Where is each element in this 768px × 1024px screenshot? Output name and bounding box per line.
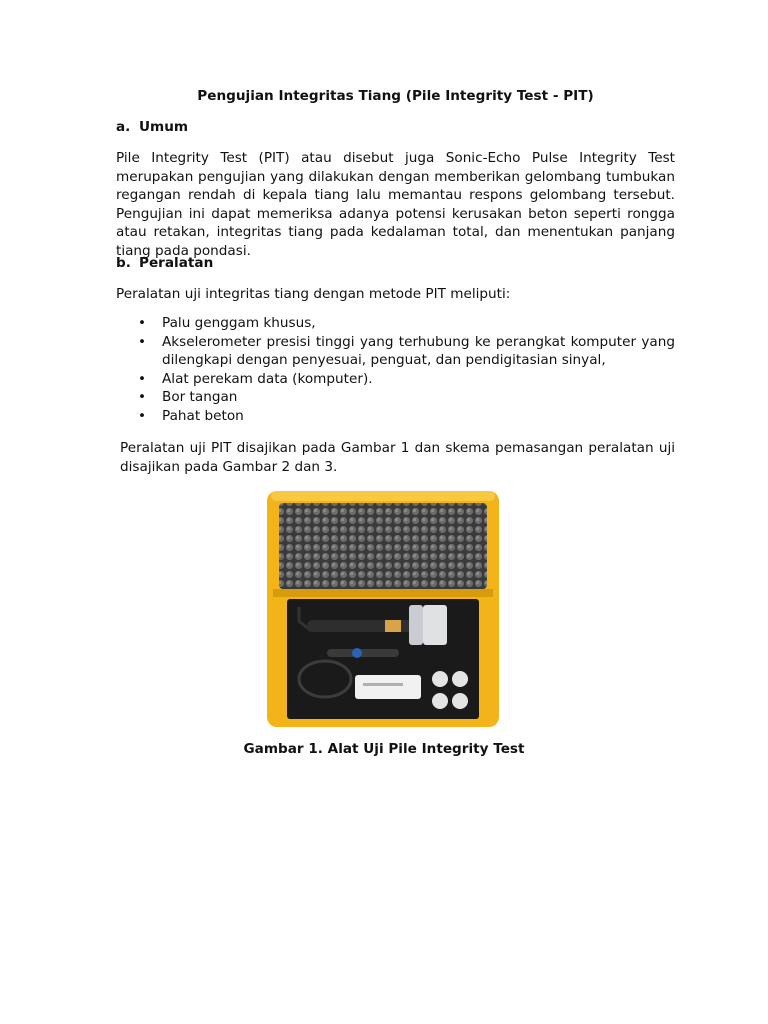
pit-equipment-photo (267, 489, 499, 729)
section-a-heading (116, 118, 188, 137)
section-b-title: Peralatan (139, 255, 214, 271)
case-lid-rim (271, 491, 495, 501)
accelerometer-body (327, 649, 399, 657)
document-page (116, 0, 675, 1024)
hammer-head-right (423, 605, 447, 645)
list-item: • Pahat beton (116, 407, 675, 426)
hammer-head-left (409, 605, 423, 645)
case-hinge (273, 589, 493, 597)
weight-4 (452, 693, 468, 709)
recorder-label (363, 683, 403, 686)
list-item: • Alat perekam data (komputer). (116, 370, 675, 389)
section-a-title: Umum (139, 119, 189, 135)
equipment-list (116, 314, 675, 425)
list-item: • Bor tangan (116, 388, 675, 407)
weight-2 (452, 671, 468, 687)
hammer-handle (307, 620, 423, 632)
pit-case-illustration (267, 489, 499, 729)
equipment-tray (287, 599, 479, 719)
accelerometer-ring (352, 648, 362, 658)
section-b-intro: Peralatan uji integritas tiang dengan metode PIT meliputi: (116, 286, 511, 302)
section-b-closing: Peralatan uji PIT disajikan pada Gambar 1 dan skema pemasangan peralatan uji disajikan pada Gambar 2 dan 3. (120, 440, 675, 475)
document-title: Pengujian Integritas Tiang (Pile Integrity Test - PIT) (197, 88, 594, 104)
lid-foam (279, 503, 487, 589)
hammer-collar (385, 620, 401, 632)
figure-caption: Gambar 1. Alat Uji Pile Integrity Test (243, 741, 525, 757)
section-a-number: a. (116, 119, 131, 135)
weight-1 (432, 671, 448, 687)
data-recorder (355, 675, 421, 699)
section-b-heading (116, 254, 213, 273)
weight-3 (432, 693, 448, 709)
list-item: • Akselerometer presisi tinggi yang terhubung ke perangkat komputer yang dilengkapi dengan penyesuai, penguat, dan pendigitasian sinyal, (116, 333, 675, 370)
section-b-number: b. (116, 255, 131, 271)
section-a-paragraph: Pile Integrity Test (PIT) atau disebut juga Sonic-Echo Pulse Integrity Test merupakan pengujian yang dilakukan dengan memberikan gelombang tumbukan regangan rendah di kepala tiang lalu memantau respons gelombang tersebut. Pengujian ini dapat memeriksa adanya potensi kerusakan beton seperti rongga atau retakan, integritas tiang pada kedalaman total, dan menentukan panjang tiang pada pondasi. (116, 150, 675, 259)
list-item: • Palu genggam khusus, (116, 314, 675, 333)
